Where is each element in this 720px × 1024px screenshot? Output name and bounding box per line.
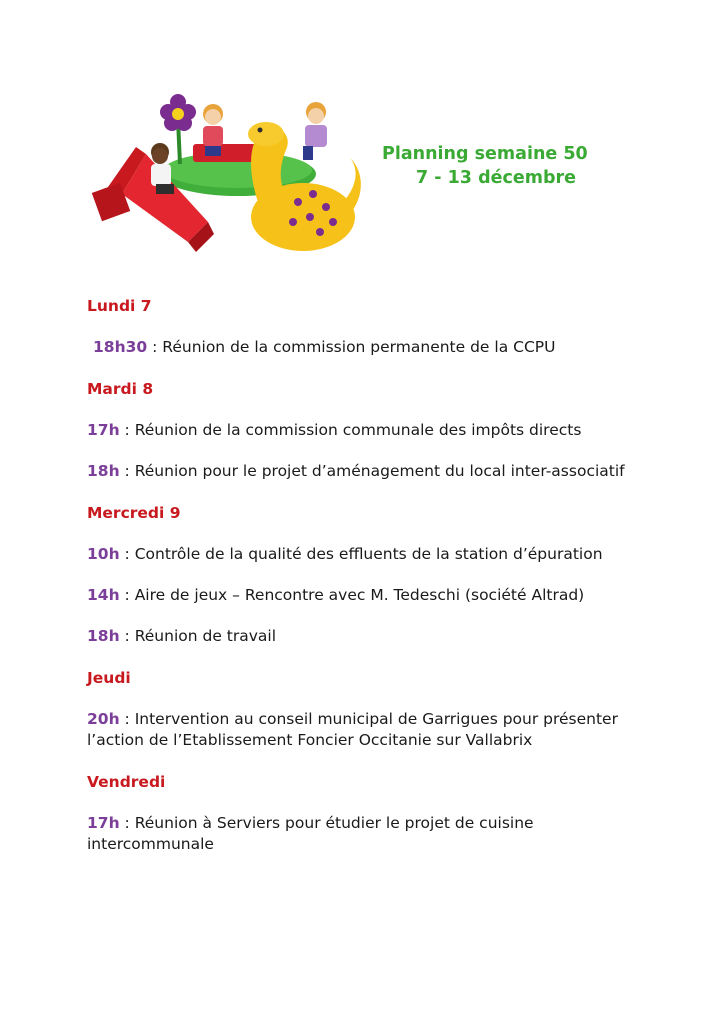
day-heading: Lundi 7 — [87, 297, 152, 315]
rider-figure — [303, 102, 327, 160]
event-time: 10h — [87, 545, 120, 563]
event-separator: : — [147, 338, 163, 356]
event-time: 18h30 — [93, 338, 148, 356]
weekly-schedule — [87, 295, 647, 875]
event-item — [87, 585, 647, 606]
day-heading: Jeudi — [87, 669, 131, 687]
day-heading: Mercredi 9 — [87, 504, 181, 522]
girl-figure — [203, 104, 223, 156]
day-heading: Mardi 8 — [87, 380, 154, 398]
event-text: Réunion de travail — [134, 627, 277, 645]
event-time: 17h — [87, 814, 120, 832]
dinosaur-rocker — [248, 122, 361, 251]
day-heading: Vendredi — [87, 773, 166, 791]
event-item — [87, 420, 647, 441]
event-separator: : — [119, 421, 135, 439]
event-separator: : — [119, 814, 135, 832]
event-time: 17h — [87, 421, 120, 439]
flower-icon — [160, 94, 196, 131]
event-item — [87, 337, 647, 358]
event-text: Réunion pour le projet d’aménagement du local inter-associatif — [134, 462, 625, 480]
event-time: 14h — [87, 586, 120, 604]
day-monday — [87, 295, 647, 358]
event-separator: : — [119, 710, 135, 728]
event-text: Intervention au conseil municipal de Garrigues pour présenter l’action de l’Etablissement Foncier Occitanie sur Vallabrix — [87, 710, 618, 749]
event-text: Contrôle de la qualité des effluents de la station d’épuration — [134, 545, 603, 563]
day-wednesday — [87, 502, 647, 647]
event-separator: : — [119, 545, 135, 563]
event-item — [87, 461, 647, 482]
event-separator: : — [119, 462, 135, 480]
day-thursday — [87, 667, 647, 751]
event-text: Aire de jeux – Rencontre avec M. Tedeschi (société Altrad) — [134, 586, 585, 604]
title-week: Planning semaine 50 — [382, 144, 588, 164]
page-title — [382, 142, 622, 190]
day-friday — [87, 771, 647, 855]
event-item — [87, 626, 647, 647]
playground-toys-illustration — [88, 92, 368, 262]
event-item — [87, 544, 647, 565]
event-text: Réunion de la commission permanente de la CCPU — [162, 338, 556, 356]
event-separator: : — [119, 627, 135, 645]
title-dates: 7 - 13 décembre — [416, 168, 576, 188]
day-tuesday — [87, 378, 647, 482]
event-text: Réunion à Serviers pour étudier le projet de cuisine intercommunale — [87, 814, 534, 853]
event-separator: : — [119, 586, 135, 604]
event-text: Réunion de la commission communale des impôts directs — [134, 421, 582, 439]
event-item — [87, 813, 647, 855]
event-time: 18h — [87, 627, 120, 645]
event-item — [87, 709, 647, 751]
event-time: 18h — [87, 462, 120, 480]
event-time: 20h — [87, 710, 120, 728]
